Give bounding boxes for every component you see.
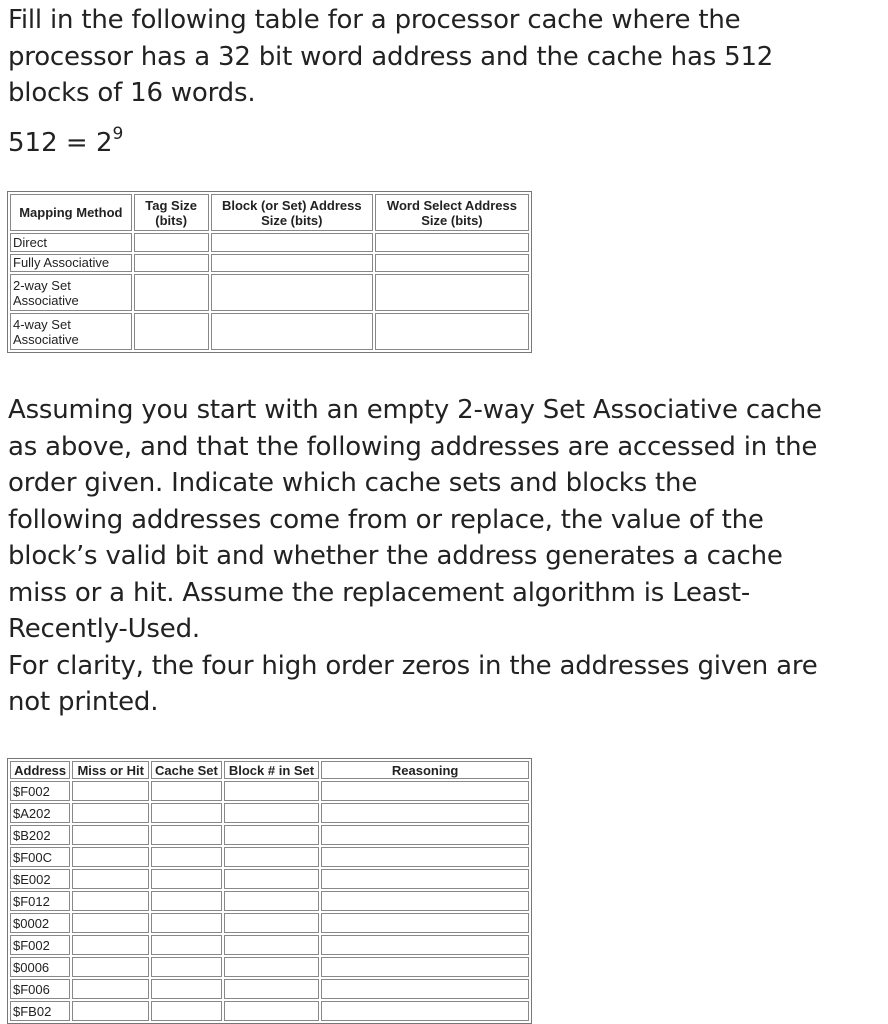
cache-set-cell[interactable] [151, 1001, 222, 1021]
reasoning-cell[interactable] [321, 847, 529, 867]
table-row [10, 803, 529, 823]
block-address-cell[interactable] [211, 274, 373, 311]
address-cell: $E002 [10, 869, 70, 889]
address-cell: $F012 [10, 891, 70, 911]
miss-or-hit-cell[interactable] [72, 825, 149, 845]
reasoning-cell[interactable] [321, 781, 529, 801]
table-row [10, 935, 529, 955]
reasoning-cell[interactable] [321, 891, 529, 911]
mapping-method-4-way: 4-way Set Associative [10, 313, 132, 350]
equation [8, 112, 123, 165]
intro-line: processor has a 32 bit word address and the cache has 512 [8, 41, 774, 72]
cache-set-cell[interactable] [151, 825, 222, 845]
word-select-cell[interactable] [375, 233, 529, 252]
block-number-cell[interactable] [224, 913, 320, 933]
word-select-cell[interactable] [375, 254, 529, 273]
table-row [10, 913, 529, 933]
address-cell: $0002 [10, 913, 70, 933]
miss-or-hit-cell[interactable] [72, 957, 149, 977]
cache-set-cell[interactable] [151, 979, 222, 999]
word-select-cell[interactable] [375, 313, 529, 350]
mapping-method-2-way: 2-way Set Associative [10, 274, 132, 311]
header-mapping-method: Mapping Method [10, 194, 132, 231]
intro-text [8, 2, 773, 112]
block-number-cell[interactable] [224, 825, 320, 845]
block-address-cell[interactable] [211, 233, 373, 252]
instruction-line: For clarity, the four high order zeros in the addresses given are [8, 650, 818, 681]
reasoning-cell[interactable] [321, 825, 529, 845]
table-row [10, 957, 529, 977]
instructions-text [8, 392, 822, 721]
tag-size-cell[interactable] [134, 313, 209, 350]
miss-or-hit-cell[interactable] [72, 913, 149, 933]
mapping-method-fully-associative: Fully Associative [10, 254, 132, 273]
header-address: Address [10, 761, 70, 779]
cache-set-cell[interactable] [151, 847, 222, 867]
instruction-line: as above, and that the following addresses are accessed in the [8, 431, 818, 462]
miss-or-hit-cell[interactable] [72, 847, 149, 867]
intro-line: Fill in the following table for a processor cache where the [8, 5, 741, 35]
mapping-method-direct: Direct [10, 233, 132, 252]
cache-set-cell[interactable] [151, 891, 222, 911]
block-number-cell[interactable] [224, 781, 320, 801]
mapping-table [7, 191, 532, 353]
intro-line: blocks of 16 words. [8, 78, 256, 108]
address-cell: $F002 [10, 935, 70, 955]
header-cache-set: Cache Set [151, 761, 222, 779]
miss-or-hit-cell[interactable] [72, 935, 149, 955]
reasoning-cell[interactable] [321, 1001, 529, 1021]
tag-size-cell[interactable] [134, 254, 209, 273]
table-row [10, 869, 529, 889]
table-row [10, 979, 529, 999]
address-cell: $B202 [10, 825, 70, 845]
miss-or-hit-cell[interactable] [72, 869, 149, 889]
address-cell: $F006 [10, 979, 70, 999]
cache-set-cell[interactable] [151, 957, 222, 977]
table-row [10, 847, 529, 867]
cache-set-cell[interactable] [151, 803, 222, 823]
instruction-line: following addresses come from or replace, the value of the [8, 504, 764, 535]
table-row [10, 891, 529, 911]
table-row [10, 825, 529, 845]
address-cell: $A202 [10, 803, 70, 823]
header-tag-size: Tag Size (bits) [134, 194, 209, 231]
block-number-cell[interactable] [224, 847, 320, 867]
header-block-address-size: Block (or Set) Address Size (bits) [211, 194, 373, 231]
reasoning-cell[interactable] [321, 957, 529, 977]
word-select-cell[interactable] [375, 274, 529, 311]
block-number-cell[interactable] [224, 957, 320, 977]
instruction-line: Assuming you start with an empty 2-way Set Associative cache [8, 395, 822, 425]
cache-set-cell[interactable] [151, 935, 222, 955]
address-cell: $0006 [10, 957, 70, 977]
block-number-cell[interactable] [224, 979, 320, 999]
reasoning-cell[interactable] [321, 803, 529, 823]
instruction-line: Recently-Used. [8, 614, 200, 644]
tag-size-cell[interactable] [134, 233, 209, 252]
miss-or-hit-cell[interactable] [72, 979, 149, 999]
equation-exponent: 9 [112, 124, 124, 144]
block-number-cell[interactable] [224, 869, 320, 889]
cache-set-cell[interactable] [151, 913, 222, 933]
miss-or-hit-cell[interactable] [72, 891, 149, 911]
address-cell: $FB02 [10, 1001, 70, 1021]
reasoning-cell[interactable] [321, 979, 529, 999]
header-miss-or-hit: Miss or Hit [72, 761, 149, 779]
instruction-line: not printed. [8, 687, 159, 717]
address-cell: $F002 [10, 781, 70, 801]
miss-or-hit-cell[interactable] [72, 803, 149, 823]
cache-set-cell[interactable] [151, 781, 222, 801]
header-word-select-size: Word Select Address Size (bits) [375, 194, 529, 231]
reasoning-cell[interactable] [321, 869, 529, 889]
equation-base: 512 = 2 [8, 128, 113, 158]
header-reasoning: Reasoning [321, 761, 529, 779]
miss-or-hit-cell[interactable] [72, 1001, 149, 1021]
miss-or-hit-cell[interactable] [72, 781, 149, 801]
table-row [10, 1001, 529, 1021]
block-number-cell[interactable] [224, 891, 320, 911]
tag-size-cell[interactable] [134, 274, 209, 311]
header-block-number: Block # in Set [224, 761, 320, 779]
reasoning-cell[interactable] [321, 913, 529, 933]
instruction-line: miss or a hit. Assume the replacement algorithm is Least- [8, 577, 751, 608]
reasoning-cell[interactable] [321, 935, 529, 955]
block-address-cell[interactable] [211, 254, 373, 273]
block-number-cell[interactable] [224, 1001, 320, 1021]
block-address-cell[interactable] [211, 313, 373, 350]
block-number-cell[interactable] [224, 935, 320, 955]
cache-set-cell[interactable] [151, 869, 222, 889]
table-row [10, 781, 529, 801]
instruction-line: block’s valid bit and whether the address generates a cache [8, 541, 783, 571]
address-cell: $F00C [10, 847, 70, 867]
block-number-cell[interactable] [224, 803, 320, 823]
address-trace-table [7, 758, 532, 1024]
instruction-line: order given. Indicate which cache sets and blocks the [8, 468, 698, 498]
